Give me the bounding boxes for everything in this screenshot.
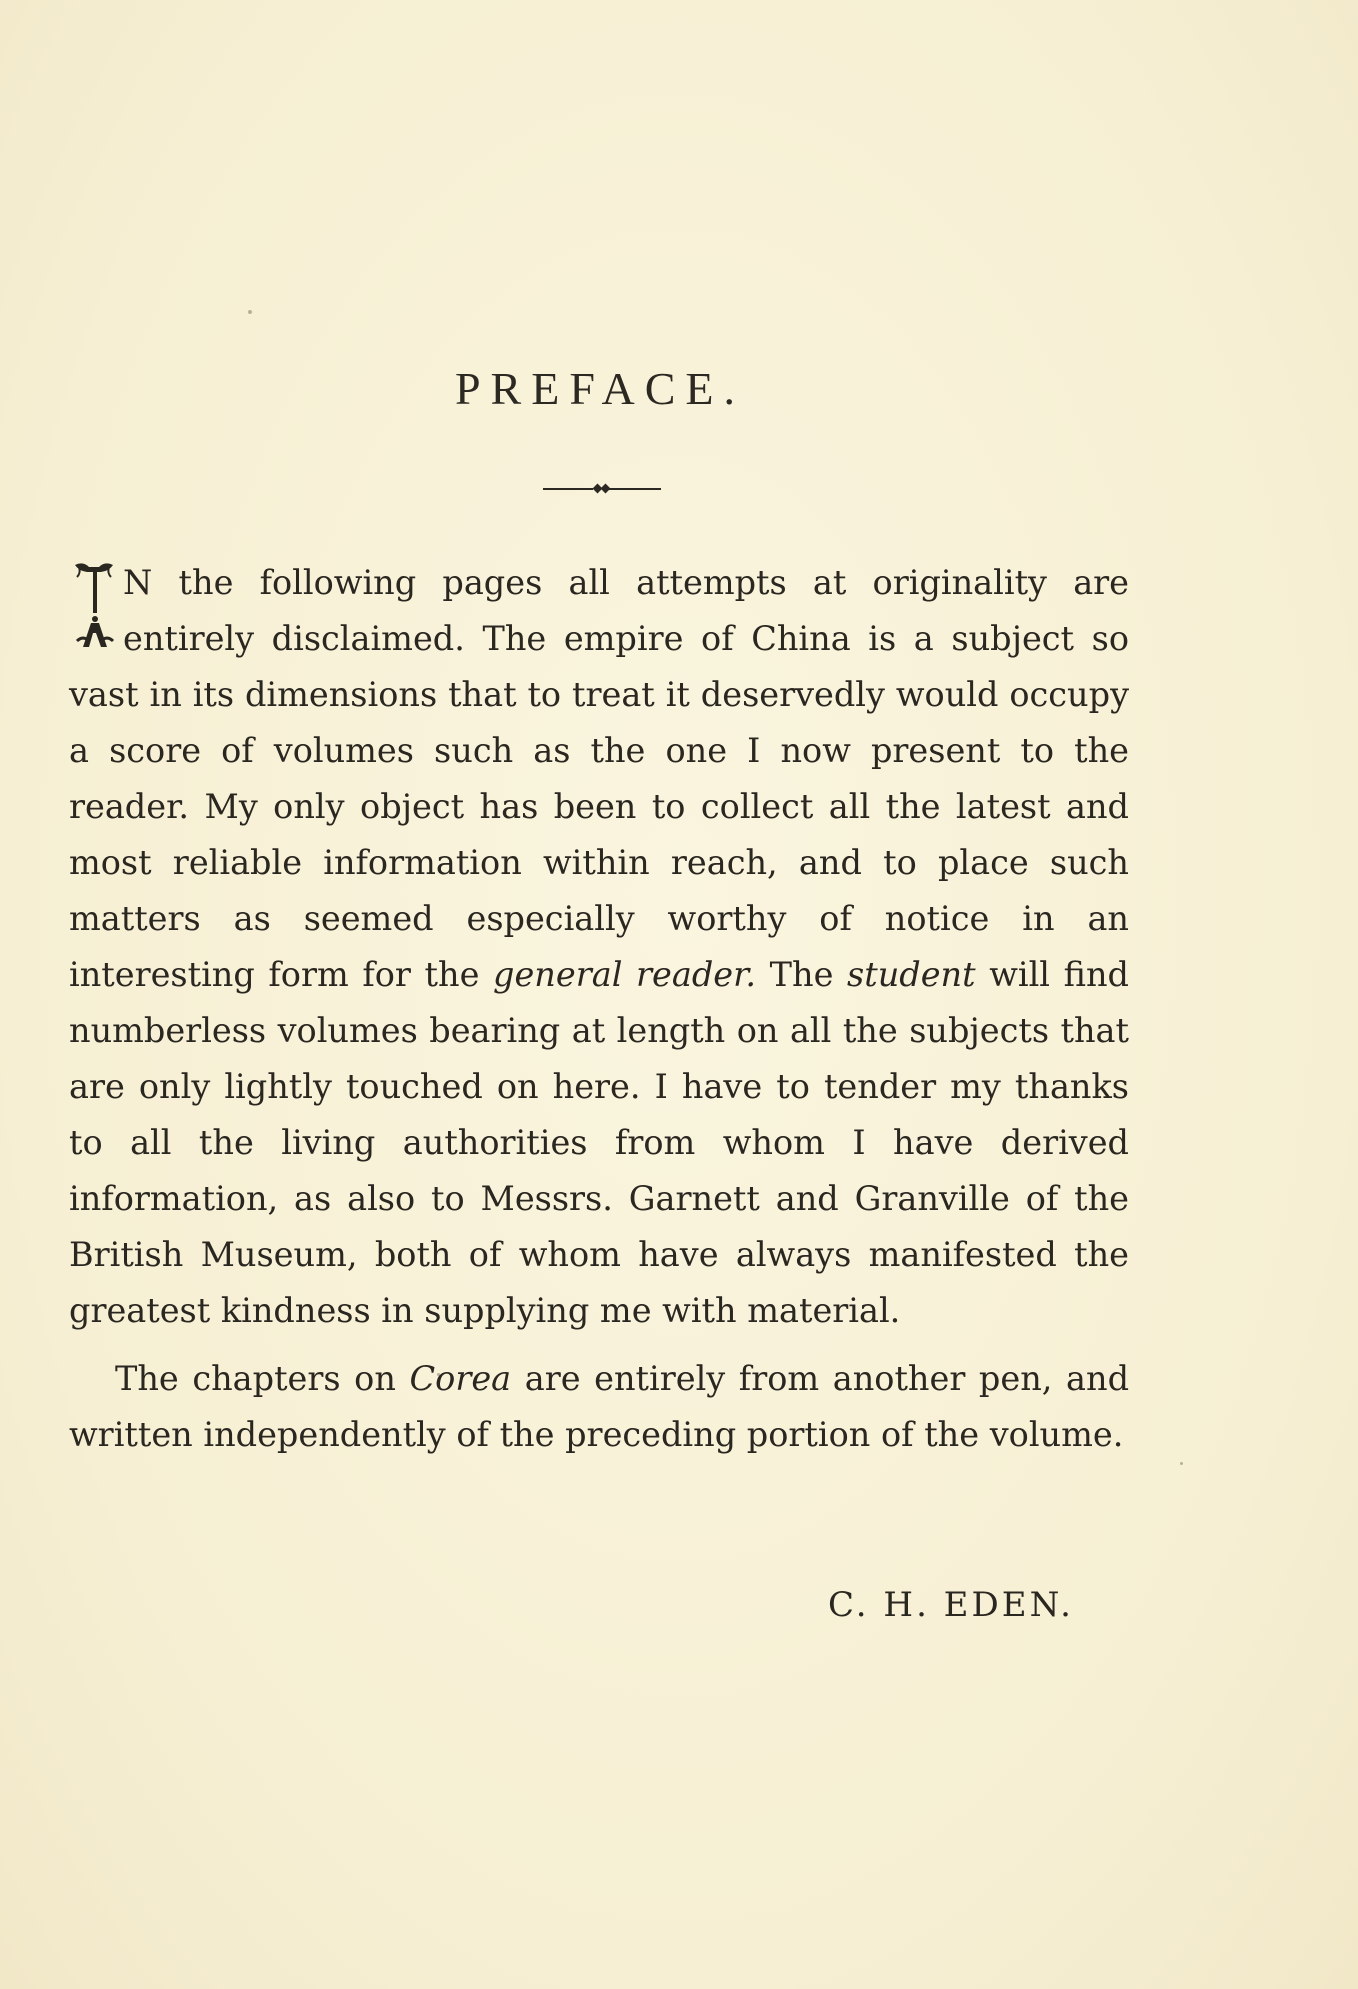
paragraph-1-lead: N the following pages all attempts at originality are entirely disclaimed. The empire of China is a subject so vast in its dimensions that to treat it deservedly would occupy a score of volumes such as the one I now present to the reader. My only object has been to collect all the latest and most reliable information within reach, and to place such matters as seemed especially worthy of notice in an interesting form for the	[69, 563, 1129, 994]
paragraph-2-lead: The chapters on	[115, 1359, 410, 1398]
italic-corea: Corea	[409, 1359, 512, 1398]
paper-speck	[248, 310, 252, 314]
preface-body	[69, 555, 1129, 1463]
author-signature: C. H. EDEN.	[828, 1585, 1074, 1625]
preface-paragraph-1	[69, 555, 1129, 1339]
page-title: PREFACE.	[454, 363, 746, 414]
paragraph-1-between: The	[756, 955, 848, 994]
paragraph-1-tail: will find numberless volumes bearing at length on all the subjects that are only lightly touched on here. I have to tender my thanks to all the living authorities from whom I have derived information, as also to Messrs. Garnett and Granville of the British Museum, both of whom have always manifested the greatest kindness in supplying me with material.	[69, 955, 1129, 1330]
preface-paragraph-2	[69, 1351, 1129, 1463]
italic-general-reader: general reader.	[493, 955, 757, 994]
ornamental-initial-i-icon	[69, 561, 119, 657]
paper-speck	[1180, 1462, 1183, 1465]
dropcap-initial	[69, 561, 119, 657]
italic-student: student	[847, 955, 976, 994]
paragraph-2-tail: are entirely from another pen, and written independently of the preceding portion of the volume.	[69, 1359, 1130, 1454]
title-ornament	[543, 484, 661, 494]
